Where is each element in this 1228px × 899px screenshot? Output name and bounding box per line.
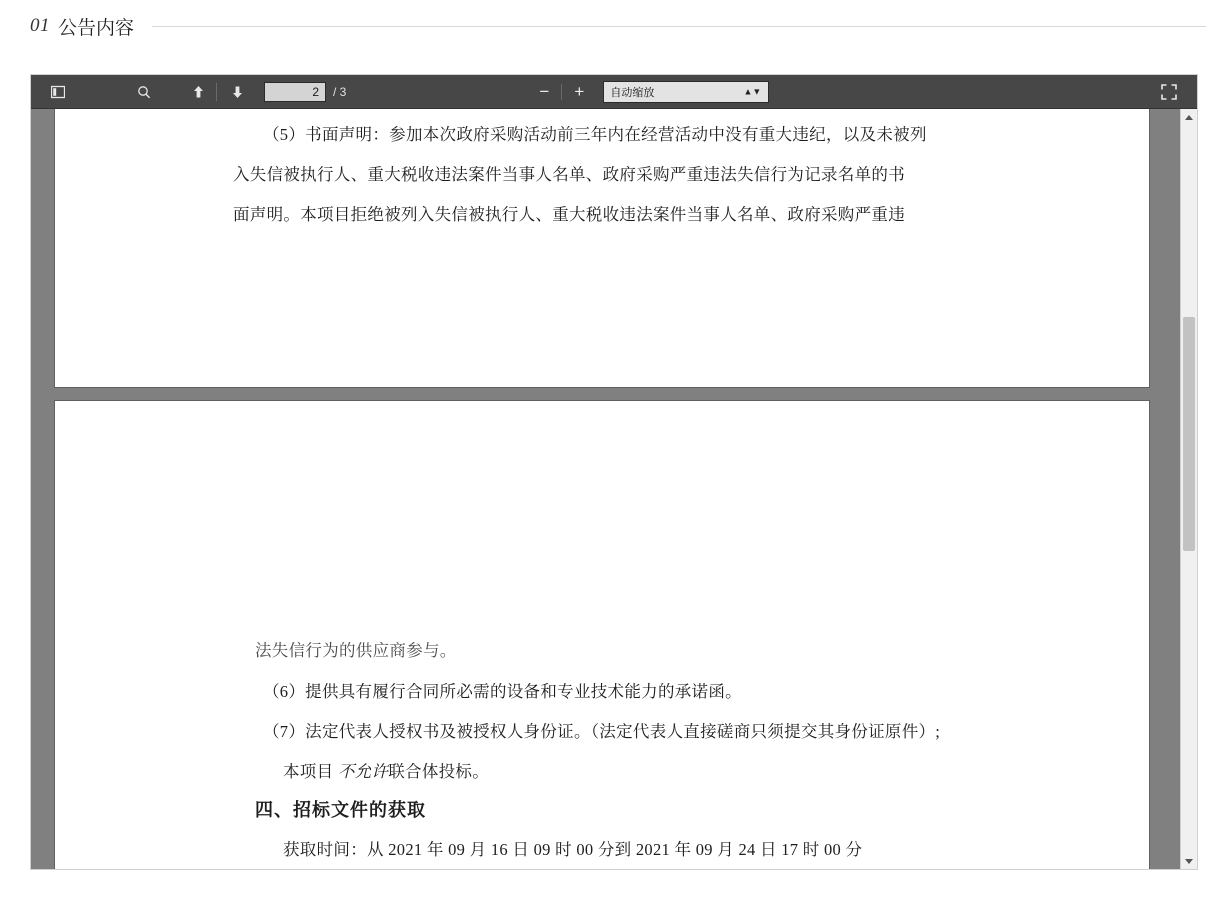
pdf-page-2-of-3 <box>55 109 1149 387</box>
zoom-in-button[interactable]: + <box>574 82 585 101</box>
arrow-up-icon[interactable] <box>183 79 213 105</box>
zoom-scale-select[interactable] <box>603 81 769 103</box>
pdf-document-area[interactable] <box>31 109 1197 869</box>
scroll-down-icon[interactable] <box>1181 853 1197 869</box>
scroll-up-icon[interactable] <box>1181 109 1197 125</box>
page-number-input[interactable] <box>264 82 326 102</box>
toolbar-divider <box>216 83 217 101</box>
scrollbar-thumb[interactable] <box>1183 317 1195 551</box>
document-line: 入失信被执行人、重大税收违法案件当事人名单、政府采购严重违法失信行为记录名单的书 <box>233 165 905 184</box>
joint-bid-suffix: 联合体投标。 <box>388 762 490 781</box>
joint-bid-prefix: 本项目 <box>283 762 338 781</box>
vertical-scrollbar[interactable] <box>1180 109 1197 869</box>
document-line: 面声明。本项目拒绝被列入失信被执行人、重大税收违法案件当事人名单、政府采购严重违 <box>233 205 905 224</box>
document-line: （6）提供具有履行合同所必需的设备和专业技术能力的承诺函。 <box>263 682 742 701</box>
joint-bid-emphasis: 不允许 <box>337 762 389 781</box>
zoom-controls <box>532 81 769 103</box>
fullscreen-icon[interactable] <box>1157 81 1181 103</box>
arrow-down-icon[interactable] <box>222 79 252 105</box>
pdf-toolbar <box>31 75 1197 109</box>
section-title: 公告内容 <box>58 17 135 39</box>
section-number: 01 <box>30 15 50 36</box>
chevron-updown-icon: ▲▼ <box>743 86 762 96</box>
document-line: 法失信行为的供应商参与。 <box>255 641 457 660</box>
zoom-scale-value: 自动缩放 <box>610 86 655 99</box>
page-navigation <box>264 82 346 102</box>
document-line-joint-bid <box>283 764 489 781</box>
page-count-label: / 3 <box>333 84 347 99</box>
pdf-page-3-of-3 <box>55 401 1149 869</box>
search-icon[interactable] <box>129 79 159 105</box>
pdf-viewer <box>30 74 1198 870</box>
zoom-out-button[interactable]: − <box>539 82 550 101</box>
document-line: 获取时间：从 2021 年 09 月 16 日 09 时 00 分到 2021 年 09 月 24 日 17 时 00 分 <box>283 840 863 859</box>
section-header <box>0 0 1228 39</box>
sidebar-toggle-icon[interactable] <box>43 79 73 105</box>
document-line: （5）书面声明：参加本次政府采购活动前三年内在经营活动中没有重大违纪，以及未被列 <box>263 125 927 144</box>
section-divider <box>152 26 1206 27</box>
zoom-divider <box>561 84 562 100</box>
document-heading: 四、招标文件的获取 <box>255 800 426 820</box>
document-line: （7）法定代表人授权书及被授权人身份证。（法定代表人直接磋商只须提交其身份证原件）; <box>263 722 941 741</box>
